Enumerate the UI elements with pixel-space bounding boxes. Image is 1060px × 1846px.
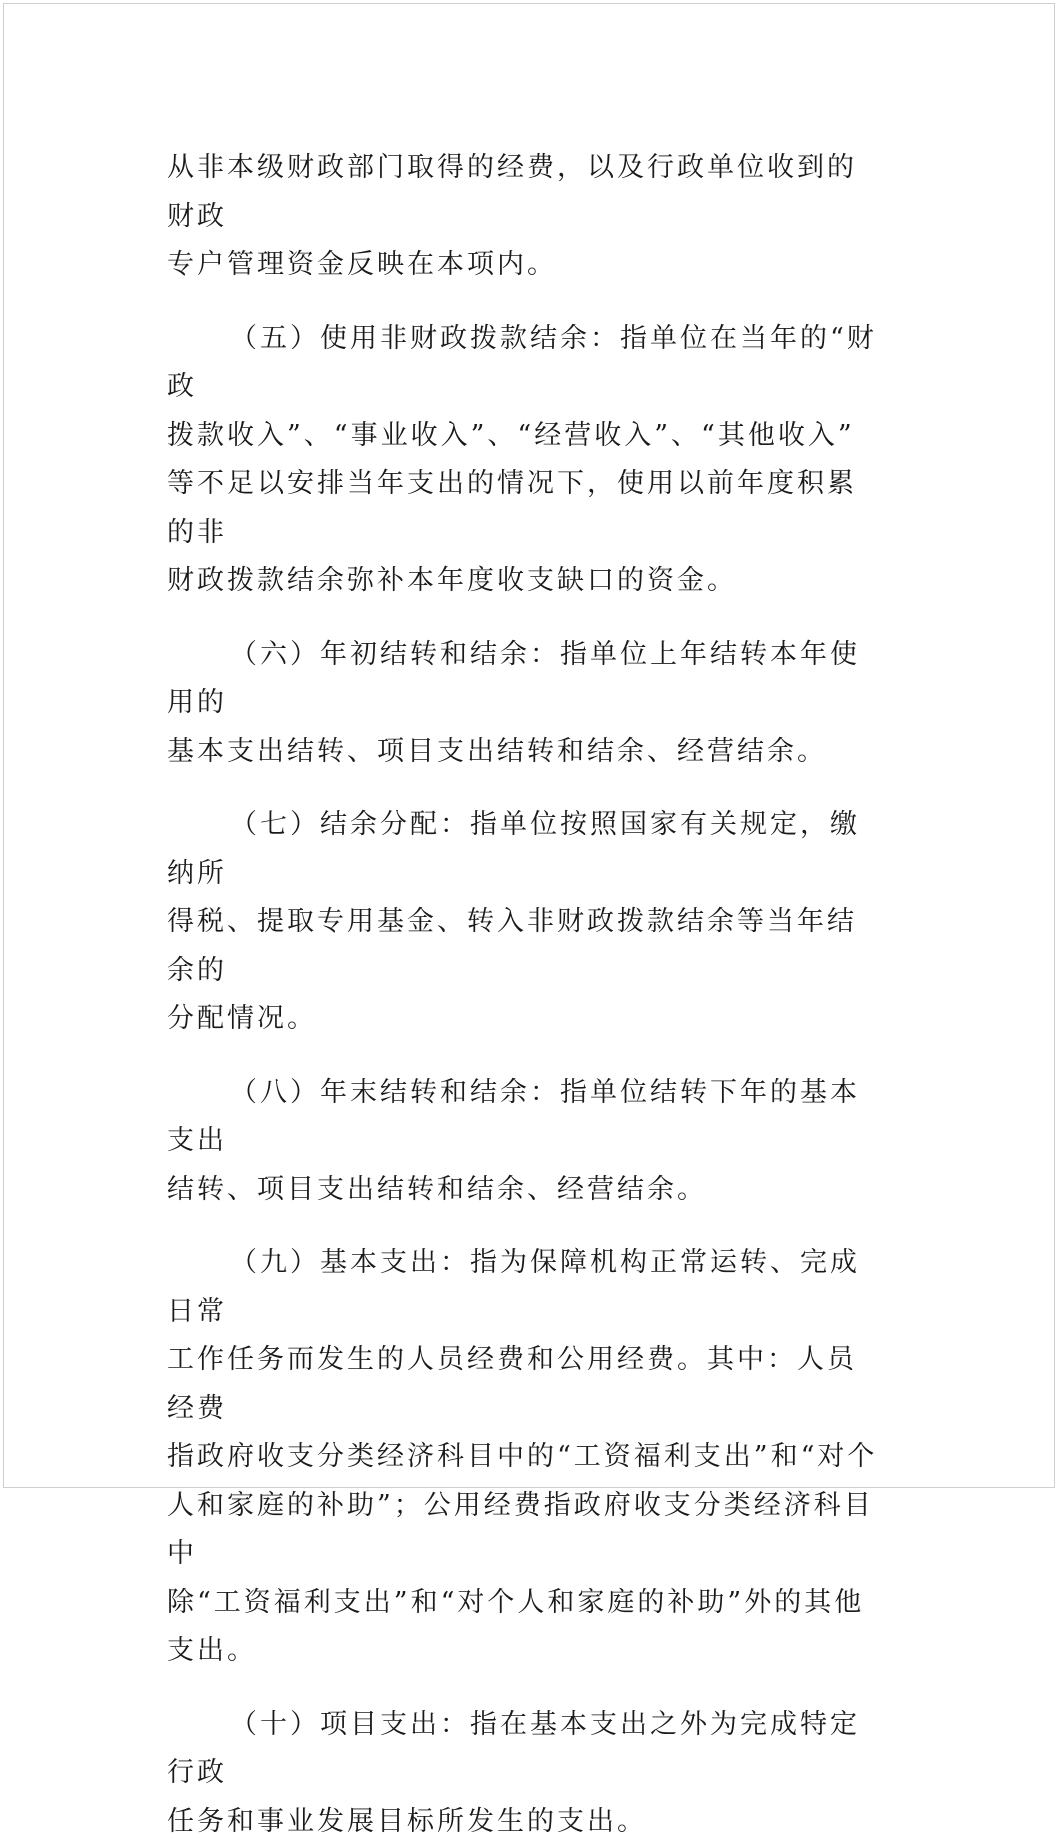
- text-line: 分配情况。: [167, 1003, 317, 1034]
- text-line: 支出。: [167, 1635, 257, 1666]
- paragraph-continuation: [167, 144, 879, 290]
- text-line: 得税、提取专用基金、转入非财政拨款结余等当年结余的: [167, 906, 857, 986]
- text-line: （九）基本支出：指为保障机构正常运转、完成日常: [167, 1247, 860, 1327]
- paragraph-item-8: [167, 1069, 879, 1215]
- text-line: 人和家庭的补助”；公用经费指政府收支分类经济科目中: [167, 1490, 874, 1570]
- text-line: 基本支出结转、项目支出结转和结余、经营结余。: [167, 736, 827, 767]
- text-line: 任务和事业发展目标所发生的支出。: [167, 1806, 647, 1837]
- text-line: 除“工资福利支出”和“对个人和家庭的补助”外的其他: [167, 1587, 864, 1618]
- text-line: 结转、项目支出结转和结余、经营结余。: [167, 1174, 707, 1205]
- document-page: [3, 3, 1055, 1488]
- text-line: 从非本级财政部门取得的经费，以及行政单位收到的财政: [167, 152, 857, 232]
- text-line: 指政府收支分类经济科目中的“工资福利支出”和“对个: [167, 1441, 877, 1472]
- document-body: [167, 144, 879, 1846]
- paragraph-item-6: [167, 631, 879, 777]
- paragraph-item-7: [167, 801, 879, 1044]
- paragraph-item-5: [167, 315, 879, 606]
- paragraph-item-10: [167, 1701, 879, 1846]
- text-line: （八）年末结转和结余：指单位结转下年的基本支出: [167, 1077, 860, 1157]
- text-line: （十）项目支出：指在基本支出之外为完成特定行政: [167, 1709, 860, 1789]
- text-line: 财政拨款结余弥补本年度收支缺口的资金。: [167, 565, 737, 596]
- text-line: （五）使用非财政拨款结余：指单位在当年的“财政: [167, 323, 877, 403]
- text-line: （六）年初结转和结余：指单位上年结转本年使用的: [167, 639, 860, 719]
- text-line: 等不足以安排当年支出的情况下，使用以前年度积累的非: [167, 468, 857, 548]
- text-line: 专户管理资金反映在本项内。: [167, 249, 557, 280]
- text-line: 拨款收入”、“事业收入”、“经营收入”、“其他收入”: [167, 420, 855, 451]
- paragraph-item-9: [167, 1239, 879, 1676]
- text-line: （七）结余分配：指单位按照国家有关规定，缴纳所: [167, 809, 860, 889]
- text-line: 工作任务而发生的人员经费和公用经费。其中：人员经费: [167, 1344, 857, 1424]
